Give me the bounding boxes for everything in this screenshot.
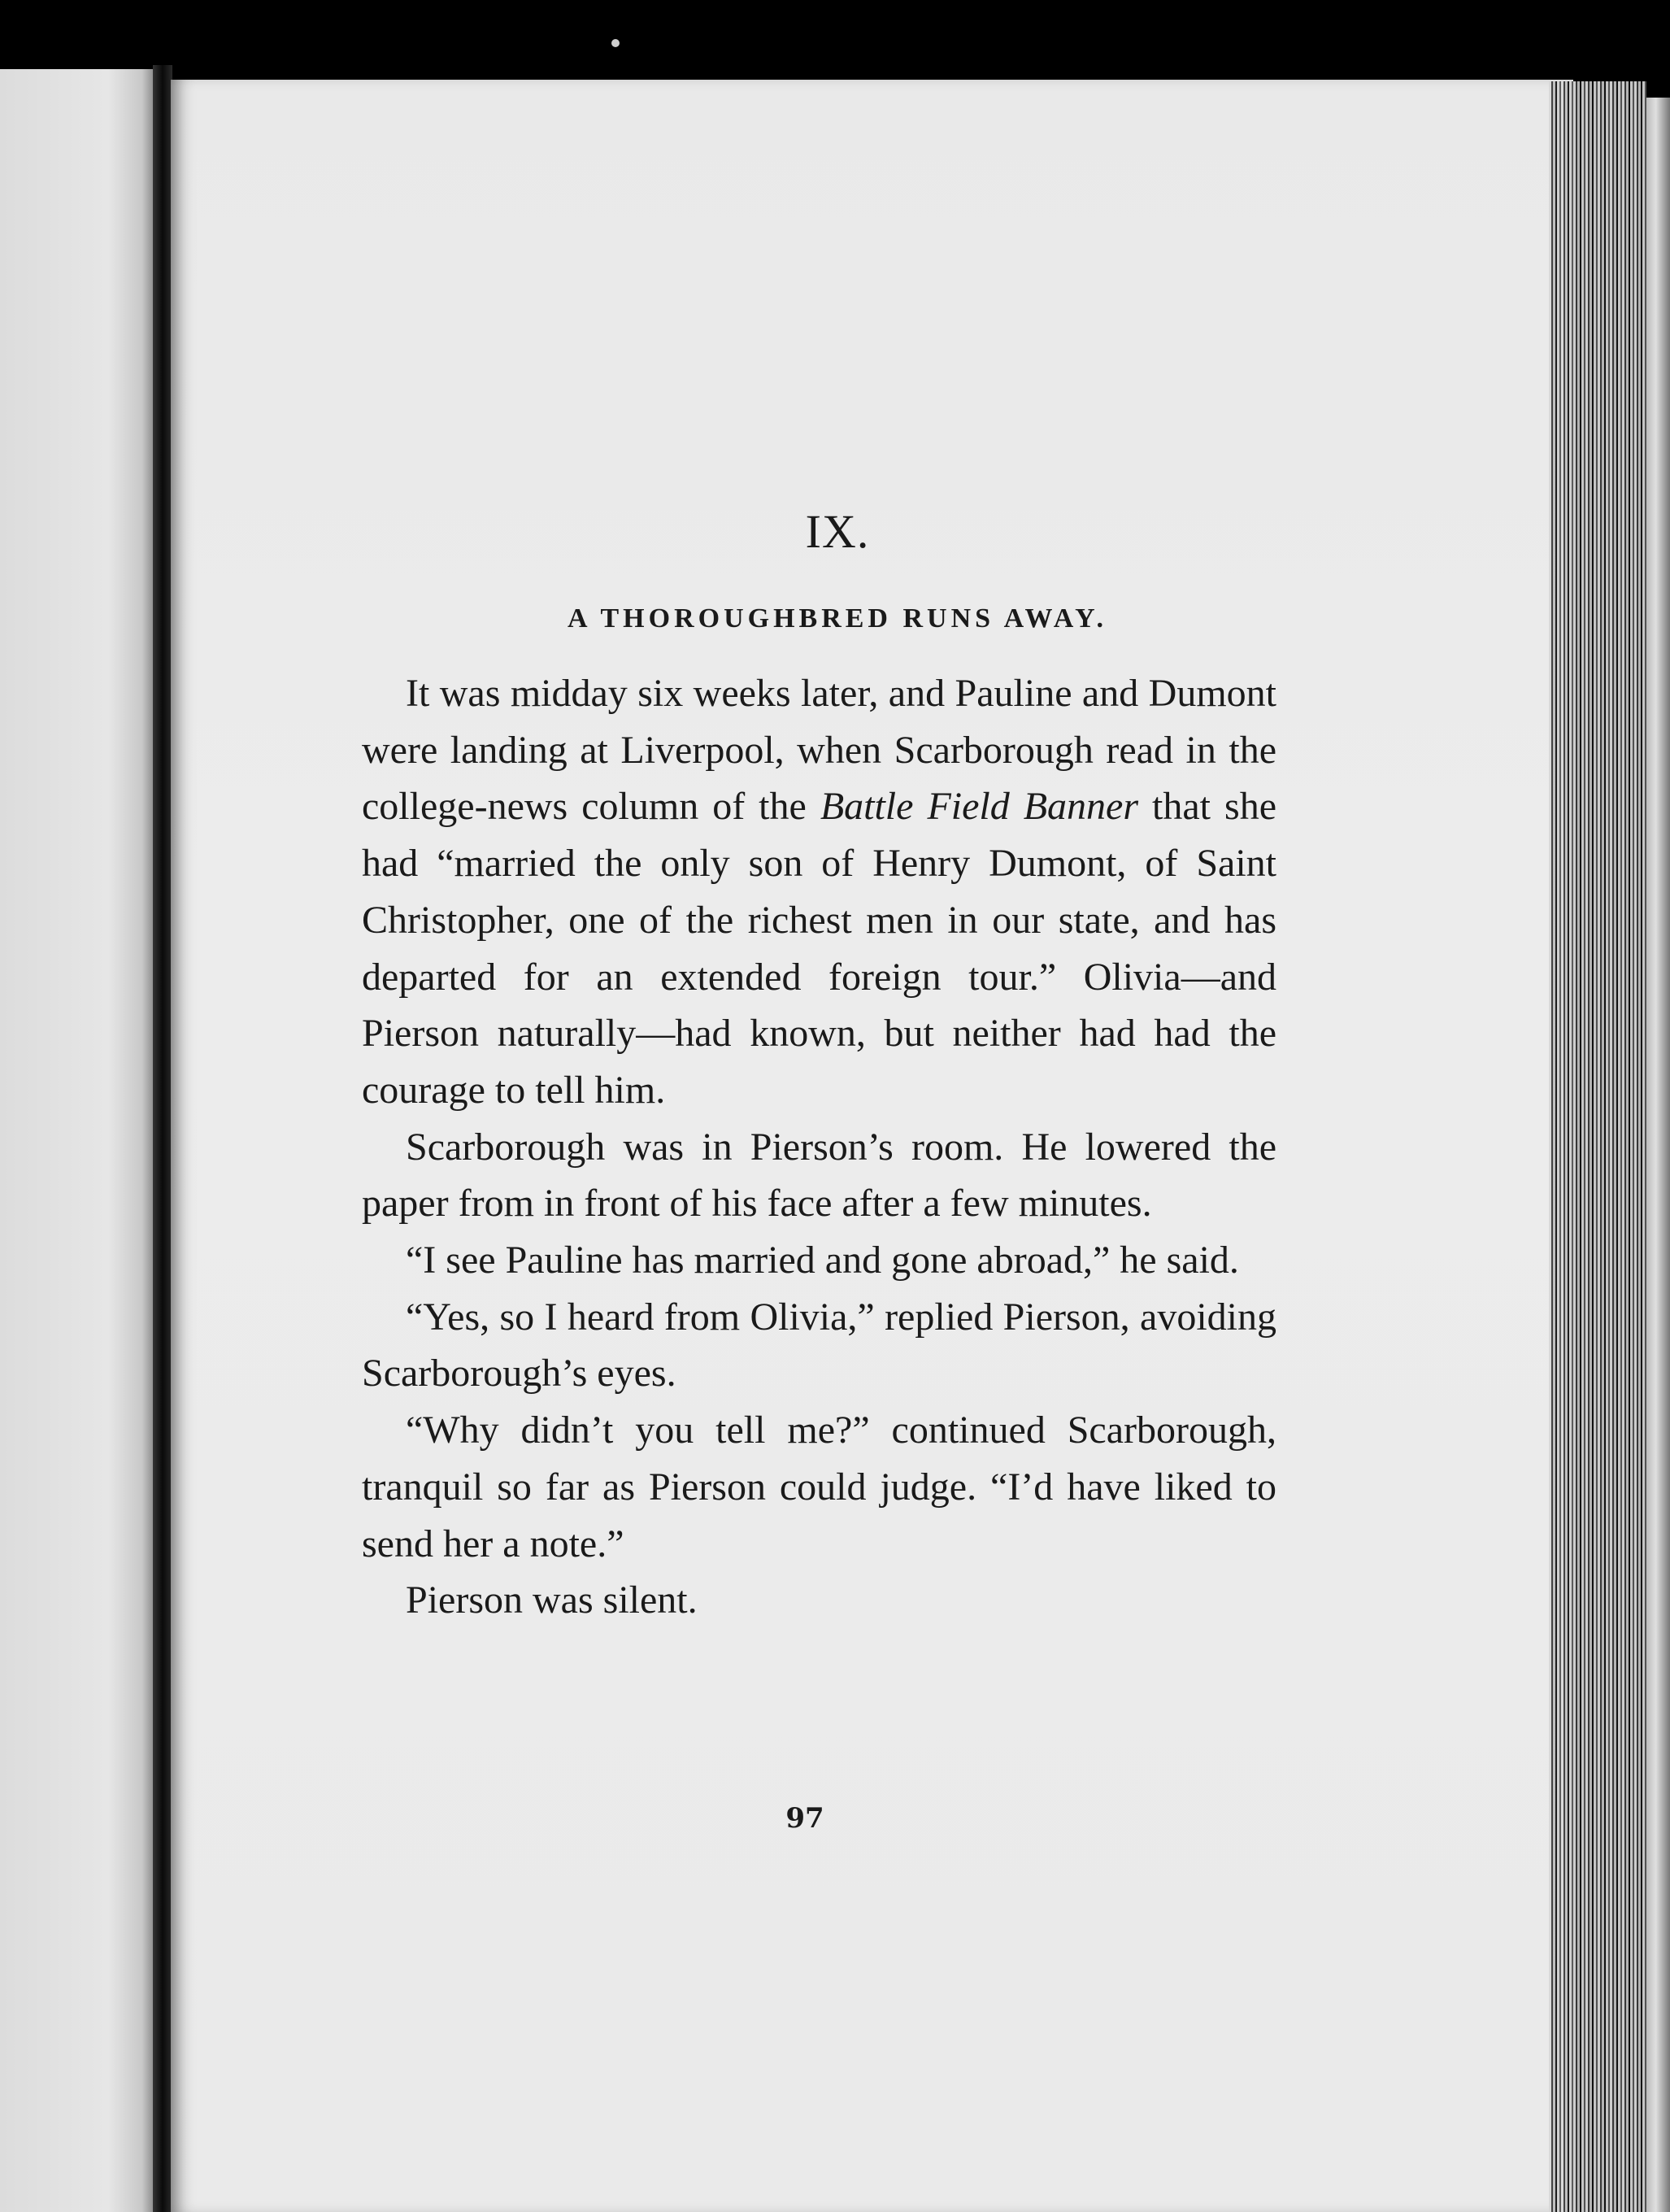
page-number: 97 [785, 1802, 824, 1835]
scan-speck [611, 39, 620, 47]
chapter-title: A THOROUGHBRED RUNS AWAY. [567, 603, 1108, 634]
page-edges-stack [1549, 81, 1646, 2212]
chapter-number: IX. [805, 505, 870, 558]
paragraph: “Why didn’t you tell me?” continued Scarborough, tranquil so far as Pierson could judge. “I’d have liked to send her a note.” [362, 1409, 1276, 1565]
newspaper-title: Battle Field Banner [820, 785, 1139, 829]
paragraph-text: It was midday six weeks later, and Pauline and Dumont were landing at Liverpool, when Scarborough read in the college-news column of the [362, 672, 1276, 829]
paragraph [362, 665, 1276, 1119]
paragraph: Pierson was silent. [406, 1578, 698, 1622]
chapter-body [362, 665, 1276, 1629]
paragraph-text: that she had “married the only son of Henry Dumont, of Saint Christopher, one of the richest men in our state, and has departed for an extended foreign tour.” Olivia—and Pierson naturally—had known, but neither had had the courage to tell him. [362, 785, 1276, 1112]
paragraph: “Yes, so I heard from Olivia,” replied Pierson, avoiding Scarborough’s eyes. [362, 1295, 1276, 1396]
previous-page-edge [0, 69, 154, 2212]
book-fore-edge [1646, 98, 1670, 2212]
paragraph: Scarborough was in Pierson’s room. He lowered the paper from in front of his face after a few minutes. [362, 1125, 1276, 1226]
paragraph: “I see Pauline has married and gone abroad,” he said. [406, 1239, 1239, 1282]
book-gutter [153, 65, 172, 2212]
